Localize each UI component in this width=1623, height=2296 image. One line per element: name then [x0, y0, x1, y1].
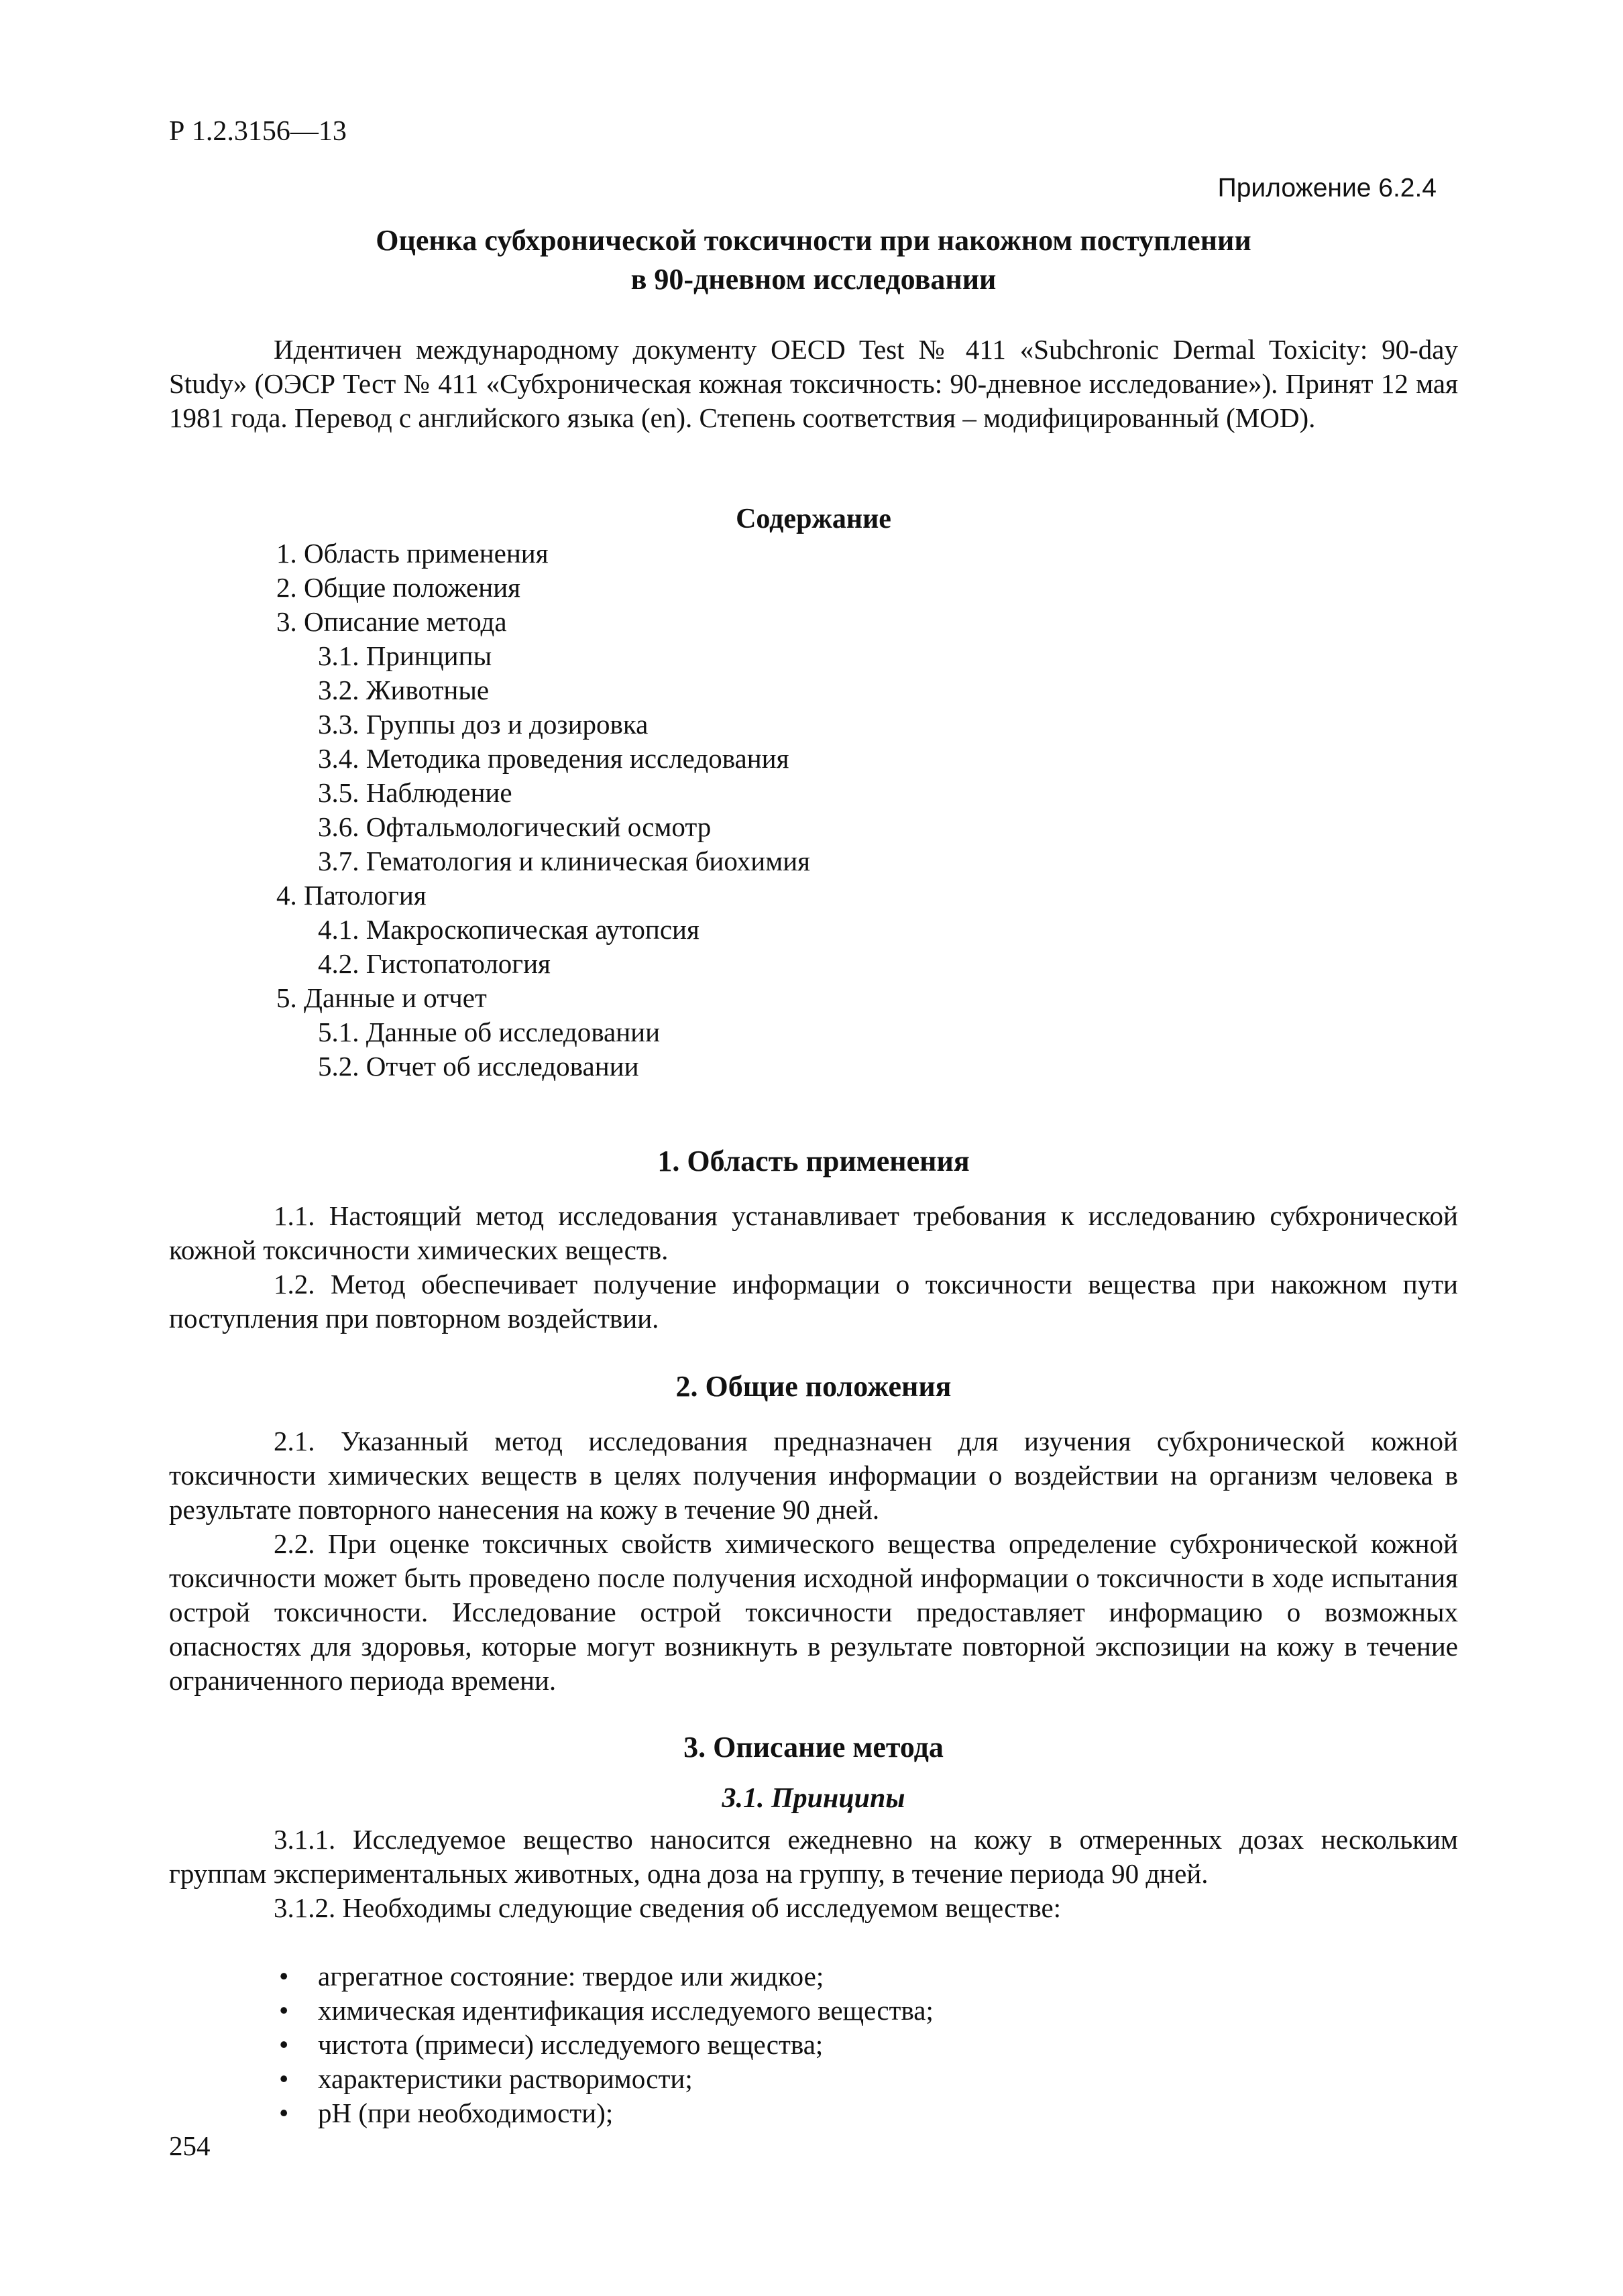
toc-item: 2. Общие положения [276, 572, 520, 603]
intro-paragraph: Идентичен международному документу OECD Test № 411 «Subchronic Dermal Toxicity: 90-day Study» (ОЭСР Тест № 411 «Субхроническая кожная токсичность: 90-дневное исследование»). Принят 12 мая 1981 года. Перевод с английского языка (en). Степень соответствия – модифицированный (MOD). [169, 334, 1458, 433]
toc-subitem: 4.2. Гистопатология [318, 948, 551, 979]
list-item [276, 1959, 934, 1994]
list-item [276, 2096, 934, 2130]
section-2-heading: 2. Общие положения [675, 1370, 952, 1403]
toc-item: 1. Область применения [276, 538, 549, 569]
table-of-contents [276, 536, 810, 1084]
title-line-1: Оценка субхронической токсичности при накожном поступлении [376, 224, 1251, 257]
paragraph-2-1: 2.1. Указанный метод исследования предназначен для изучения субхронической кожной токсичности химических веществ в целях получения информации о воздействии на организм человека в результате повторного нанесения на кожу в течение 90 дней. [169, 1426, 1458, 1525]
toc-item: 3. Описание метода [276, 606, 507, 637]
toc-subitem: 3.4. Методика проведения исследования [318, 743, 789, 774]
toc-subitem: 3.3. Группы доз и дозировка [318, 709, 649, 740]
section-1-body [169, 1199, 1458, 1336]
list-item-text: чистота (примеси) исследуемого вещества; [318, 2029, 824, 2060]
subsection-3-1-heading: 3.1. Принципы [722, 1783, 905, 1814]
toc-subitem: 3.7. Гематология и клиническая биохимия [318, 846, 810, 876]
list-item [276, 2062, 934, 2096]
paragraph-3-1-2: 3.1.2. Необходимы следующие сведения об исследуемом веществе: [274, 1892, 1062, 1923]
document-code: Р 1.2.3156—13 [169, 116, 347, 147]
bullet-icon: • [279, 2029, 289, 2060]
section-1-heading: 1. Область применения [657, 1145, 970, 1178]
paragraph-2-2: 2.2. При оценке токсичных свойств химического вещества определение субхронической кожной токсичности может быть проведено после получения исходной информации о токсичности в ходе испытания острой токсичности. Исследование острой токсичности предоставляет информацию о возможных опасностях для здоровья, которые могут возникнуть в результате повторной экспозиции на кожу в течение ограниченного периода времени. [169, 1528, 1458, 1696]
intro-block [169, 333, 1458, 435]
paragraph-3-1-1: 3.1.1. Исследуемое вещество наносится ежедневно на кожу в отмеренных дозах нескольким группам экспериментальных животных, одна доза на группу, в течение периода 90 дней. [169, 1824, 1458, 1889]
list-item-text: характеристики растворимости; [318, 2063, 693, 2094]
list-item-text: агрегатное состояние: твердое или жидкое; [318, 1961, 824, 1992]
bullet-icon: • [279, 2098, 289, 2128]
list-item-text: pH (при необходимости); [318, 2098, 614, 2128]
paragraph-1-2: 1.2. Метод обеспечивает получение информации о токсичности вещества при накожном пути поступления при повторном воздействии. [169, 1269, 1458, 1334]
list-item [276, 2028, 934, 2062]
toc-subitem: 3.6. Офтальмологический осмотр [318, 811, 712, 842]
toc-subitem: 3.2. Животные [318, 675, 490, 705]
paragraph-1-1: 1.1. Настоящий метод исследования устанавливает требования к исследованию субхронической кожной токсичности химических веществ. [169, 1200, 1458, 1265]
document-title [169, 221, 1458, 299]
bullet-icon: • [279, 1961, 289, 1992]
toc-heading: Содержание [736, 504, 891, 534]
toc-subitem: 3.1. Принципы [318, 640, 492, 671]
toc-subitem: 5.1. Данные об исследовании [318, 1017, 661, 1047]
bullet-icon: • [279, 2063, 289, 2094]
toc-subitem: 3.5. Наблюдение [318, 777, 512, 808]
substance-info-list [276, 1959, 934, 2130]
toc-subitem: 5.2. Отчет об исследовании [318, 1051, 639, 1082]
section-3-heading: 3. Описание метода [683, 1731, 944, 1764]
page-number: 254 [169, 2130, 211, 2161]
bullet-icon: • [279, 1995, 289, 2026]
toc-item: 5. Данные и отчет [276, 982, 487, 1013]
toc-item: 4. Патология [276, 880, 427, 911]
appendix-label: Приложение 6.2.4 [1217, 174, 1437, 203]
section-2-body [169, 1424, 1458, 1698]
list-item-text: химическая идентификация исследуемого вещества; [318, 1995, 934, 2026]
toc-subitem: 4.1. Макроскопическая аутопсия [318, 914, 699, 945]
section-3-body [169, 1823, 1458, 1925]
list-item [276, 1994, 934, 2028]
title-line-2: в 90-дневном исследовании [630, 263, 997, 296]
